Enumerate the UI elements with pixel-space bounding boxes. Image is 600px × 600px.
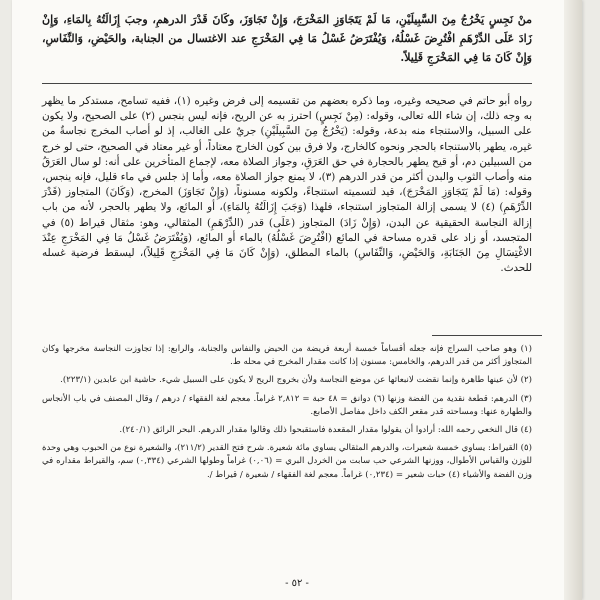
footnote: (٤) قال النخعي رحمه الله: أرادوا أن يقولوا مقدار المقعدة فاستقبحوا ذلك وقالوا مقدار الدرهم. البحر الرائق (٢٤٠/١). [119,425,532,436]
footnotes [42,343,532,487]
page-gutter [564,0,582,600]
main-text-divider [42,83,532,84]
footnote-divider [432,335,542,336]
main-text: منْ نَجِسٍ يَخْرُجُ مِنَ السَّبِيلَيْنِ، مَا لَمْ يَتَجَاوَزِ المَخْرَجَ، وَإِنْ تَجَاوَزَ، وكَانَ قَدْرَ الدرهمِ، وجبَ إِزَالَتُهُ بِالمَاءِ، وَإِنْ زَادَ عَلَى الدِّرْهَمِ افْتُرِضَ غَسْلُهُ، وَيُفْتَرَضُ غَسْلُ مَا فِي المَخْرَجِ عند الاغتسال من الجنابة، والحَيْضِ، وَالنِّفَاسِ، وَإِنْ كَانَ مَا فِي المَخْرَجِ قَلِيلاً. [42,13,532,64]
page-number: - ٥٢ - [285,578,309,589]
footnote: (٢) لأن عينها طاهرة وإنما نقضت لانبعاثها عن موضع النجاسة ولأن بخروج الريح لا يكون على السبيل شيء. حاشية ابن عابدين (٢٢٣/١). [60,375,532,386]
commentary-text: رواه أبو حاتم في صحيحه وغيره، وما ذكره بعضهم من تقسيمه إلى فرض وغيره (١)، ففيه تسامح، مستدكر ما يظهر به وجه ذلك، إن شاء الله تعالى، وقوله: (مِنْ نَجِسٍ) احترز به عن الريح، فإنه ليس بنجس (٢) على الصحيح، ولا يكون على السبيل، والاستنجاء منه بدعة، وقوله: (يَخْرُجُ مِنَ السَّبِيلَيْنِ) جريٌ على الغالب، إذ لو أصاب المخرج نجاسةٌ من غيره، يطهر بالاستنجاء بالحجر ونحوه كالخارج، ولا فرق بين كون الخارج معتاداً، أو غير معتاد في الصحيح، حتى لو خرج من السبيلين دم، أو قيح يطهر بالحجارة في حق العَرَقِ، وجواز الصلاة معه، لإجماع المتأخرين على أنه: لو سال العَرَقُ منه وأصاب الثوب والبدن أكثر من قدر الدرهم (٣)، لا يمنع جواز الصلاة معه، وأما إذ جلس في ماء قليل، فإنه ينجس، وقوله: (مَا لَمْ يَتَجَاوَزِ المَخْرَجَ)، قيد لتسميته استنجاءً، ولكونه مسنوناً، (وَإِنْ تَجَاوَزَ) المخرج، (وَكَانَ) المتجاوز (قَدْرَ الدِّرْهَمِ) (٤) لا يسمى إزالة المتجاوز استنجاء، فلهذا (وَجَبَ إِزَالَتُهُ بِالمَاءِ)، أو المائع، ولا يطهر بالحجر، لأنه من باب إزالة النجاسة الحقيقية عن البدن، (وَإِنْ زَادَ) المتجاوز (عَلَى) قدر (الدِّرْهَمِ) المثقالي، وهو: مثقال قيراط (٥) في المتجسد، أو زاد على قدره مساحة في المائع (افْتُرِضَ غَسْلُهُ) بالماء أو المائع، (وَيُفْتَرَضُ غَسْلُ مَا فِي المَخْرَجِ عِنْدَ الاغْتِسَالِ مِنَ الجَنَابَةِ، وَالحَيْضِ، وَالنِّفَاسِ) بالماء المطلق، (وَإِنْ كَانَ مَا فِي المَخْرَجِ قَلِيلاً)، ليسقط فرضية غسله للحدث. [42,95,533,275]
footnote: (٣) الدرهم: قطعة نقدية من الفضة وزنها (٦) دوانق = ٤٨ حبة = ٢,٨١٢ غراماً. معجم لغة الفقهاء / درهم / وقال المصنف في باب الأنجاس والطهارة عنها: ومساحته قدر مقعر الكف داخل مفاصل الأصابع. [42,393,532,417]
book-page [12,0,582,600]
footnote: (٥) القيراط: يساوي خمسة شعيرات، والدرهم المثقالي يساوي مائة شعيرة. شرح فتح القدير (٢١١/٢)، والشعيرة نوع من الحبوب وهي وحدة للوزن والقياس الأطوال، ووزنها الشرعي حب سابت من الخردل البري = (٠,٠٦) غراماً وطولها الشرعي (٠,٣٣٤) سم، والقيراط مقداره في وزن الفضة والأشياء (٤) حبات شعير = (٠,٢٣٤) غراماً. معجم لغة الفقهاء / شعيرة / قيراط /. [42,443,533,480]
footnote: (١) وهو صاحب السراج فإنه جعله أقساماً خمسة أربعة فريضة من الحيض والنفاس والجنابة، والرابع: إذا تجاوزت النجاسة مخرجها وكان المتجاوز أكثر من قدر الدرهم، والخامس: مسنون إذا كانت مقدار المخرج في محله ط. [42,344,532,368]
